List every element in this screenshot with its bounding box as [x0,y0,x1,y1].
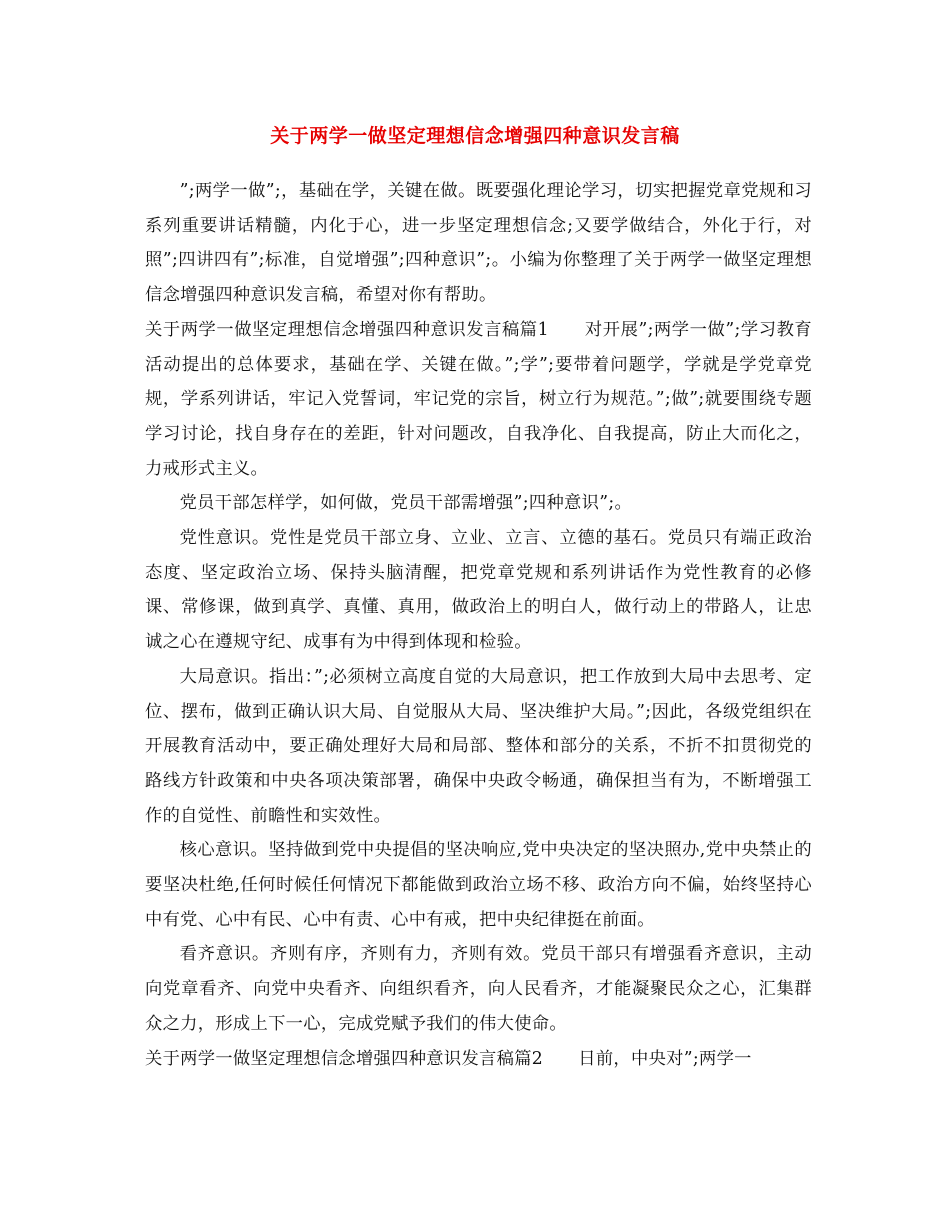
document-body [145,160,812,1076]
paragraph-section-2: 关于两学一做坚定理想信念增强四种意识发言稿篇2 日前，中央对”;两学一 [145,1048,752,1069]
paragraph-how-to: 党员干部怎样学，如何做，党员干部需增强”;四种意识”;。 [179,493,633,514]
paragraph-core-awareness: 核心意识。坚持做到党中央提倡的坚决响应,党中央决定的坚决照办,党中央禁止的要坚决杜绝,任何时候任何情况下都能做到政治立场不移、政治方向不偏，始终坚持心中有党、心中有民、心中有责、心中有戒，把中央纪律挺在前面。 [145,840,812,930]
paragraph-alignment-awareness: 看齐意识。齐则有序，齐则有力，齐则有效。党员干部只有增强看齐意识，主动向党章看齐、向党中央看齐、向组织看齐，向人民看齐，才能凝聚民众之心，汇集群众之力，形成上下一心，完成党赋予我们的伟大使命。 [145,944,812,1034]
paragraph-section-1: 关于两学一做坚定理想信念增强四种意识发言稿篇1 对开展”;两学一做”;学习教育活动提出的总体要求，基础在学、关键在做。”;学”;要带着问题学，学就是学党章党规，学系列讲话，牢记入党誓词，牢记党的宗旨，树立行为规范。”;做”;就要围绕专题学习讨论，找自身存在的差距，针对问题改，自我净化、自我提高，防止大而化之，力戒形式主义。 [145,319,812,479]
paragraph-party-awareness: 党性意识。党性是党员干部立身、立业、立言、立德的基石。党员只有端正政治态度、坚定政治立场、保持头脑清醒，把党章党规和系列讲话作为党性教育的必修课、常修课，做到真学、真懂、真用，做政治上的明白人，做行动上的带路人，让忠诚之心在遵规守纪、成事有为中得到体现和检验。 [145,528,812,653]
paragraph-intro: ”;两学一做”;，基础在学，关键在做。既要强化理论学习，切实把握党章党规和习系列重要讲话精髓，内化于心，进一步坚定理想信念;又要学做结合，外化于行，对照”;四讲四有”;标准，自觉增强”;四种意识”;。小编为你整理了关于两学一做坚定理想信念增强四种意识发言稿，希望对你有帮助。 [145,181,812,306]
paragraph-overall-awareness: 大局意识。指出：”;必须树立高度自觉的大局意识，把工作放到大局中去思考、定位、摆布，做到正确认识大局、自觉服从大局、坚决维护大局。”;因此，各级党组织在开展教育活动中，要正确处理好大局和局部、整体和部分的关系，不折不扣贯彻党的路线方针政策和中央各项决策部署，确保中央政令畅通，确保担当有为，不断增强工作的自觉性、前瞻性和实效性。 [145,666,812,826]
document-title: 关于两学一做坚定理想信念增强四种意识发言稿 [270,125,680,147]
